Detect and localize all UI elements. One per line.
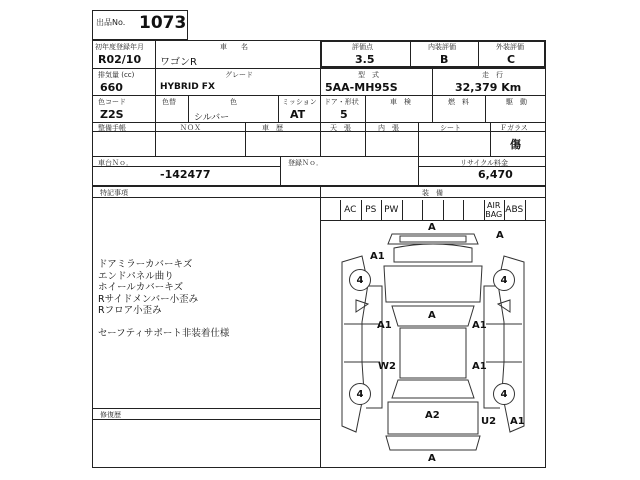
wheel-front-left: 4 [349,269,371,291]
exterior-label: 外装評価 [496,43,524,51]
equipment-item: PW [384,205,399,215]
notes-label: 特記事項 [100,189,128,197]
cc-label: 排気量 (cc) [98,71,135,79]
model-value: 5AA-MH95S [325,81,398,94]
mission-value: AT [290,108,306,121]
damage-rear: A2 [425,410,440,421]
reg-value: R02/10 [98,53,142,66]
color-no-label: 色替 [162,98,176,106]
damage-roof: A [428,310,436,321]
cc-value: 660 [100,81,123,94]
damage-right-door-front: A1 [472,320,487,331]
note-line: セーフティサポート非装着仕様 [98,327,230,339]
lot-number: 1073 [139,13,187,33]
score-value: 3.5 [355,53,375,66]
damage-front-right: A [496,230,504,241]
wheel-rear-left: 4 [349,383,371,405]
mileage-value: 32,379 Km [455,81,522,94]
wheel-front-right: 4 [493,269,515,291]
equipment-item: PS [365,205,377,215]
damage-right-door-rear: A1 [472,361,487,372]
doors-value: 5 [340,108,348,121]
sunroof-label: 天 張 [330,124,351,132]
color-code-value: Z2S [100,108,124,121]
interior-label: 内装評価 [428,43,456,51]
wheel-rear-right: 4 [493,383,515,405]
recycle-label: リサイクル料金 [460,159,509,167]
color-code-label: 色コード [98,98,126,106]
damage-left-door-rear: W2 [378,361,396,372]
manual-label: 整備手帳 [98,124,126,132]
notes-text [98,259,229,339]
glass-label: Ｆガラス [500,124,528,132]
mission-label: ミッション [282,98,317,106]
damage-rear-u: U2 [481,416,497,427]
car-label: 車 名 [220,43,248,51]
recycle-value: 6,470 [478,168,513,181]
grade-label: グレード [225,71,253,79]
interior-value: B [440,53,449,66]
mileage-label: 走 行 [482,71,503,79]
doors-label: ドア・形状 [324,98,359,106]
car-value: ワゴンR [160,57,197,68]
color-value: シルバー [194,113,230,123]
fuel-label: 燃 料 [448,98,469,106]
equipment-item: AC [344,205,357,215]
equipment-item: AIR BAG [485,201,503,219]
chassis-value: -142477 [160,168,211,181]
equipment-label: 装 備 [422,189,443,197]
model-label: 型 式 [358,71,379,79]
history-label: 車 歴 [262,124,283,132]
note-line: ドアミラーカバーキズ [98,259,193,270]
chassis-label: 車台Ｎｏ． [98,159,133,167]
note-line: ホイールカバーキズ [98,282,184,293]
car-diagram [322,222,544,466]
glass-value: 傷 [510,138,521,151]
damage-front-left-fender: A1 [370,251,385,262]
interior2-label: 内 張 [378,124,399,132]
damage-left-door-front: A1 [377,320,392,331]
grade-value: HYBRID FX [160,82,215,92]
damage-rear-right: A1 [510,416,525,427]
lot-label: 出品No. [96,18,126,27]
repair-label: 修復歴 [100,411,121,419]
score-label: 評価点 [352,43,373,51]
note-line: Rフロア小歪み [98,305,162,316]
damage-front: A [428,222,436,233]
color-label: 色 [230,98,237,106]
note-line: エンドパネル曲り [98,270,174,282]
note-line: Rサイドメンバー小歪み [98,293,199,305]
equipment-item: ABS [505,205,524,215]
reg-label: 初年度登録年月 [95,43,144,51]
drive-label: 駆 動 [506,98,527,106]
regno-label: 登録Ｎｏ． [288,159,323,167]
exterior-value: C [507,53,516,66]
seat-label: シート [440,124,461,132]
nox-label: ＮＯＸ [180,124,201,132]
capacity-label: 車 検 [390,98,411,106]
damage-rear-bumper: A [428,453,436,464]
